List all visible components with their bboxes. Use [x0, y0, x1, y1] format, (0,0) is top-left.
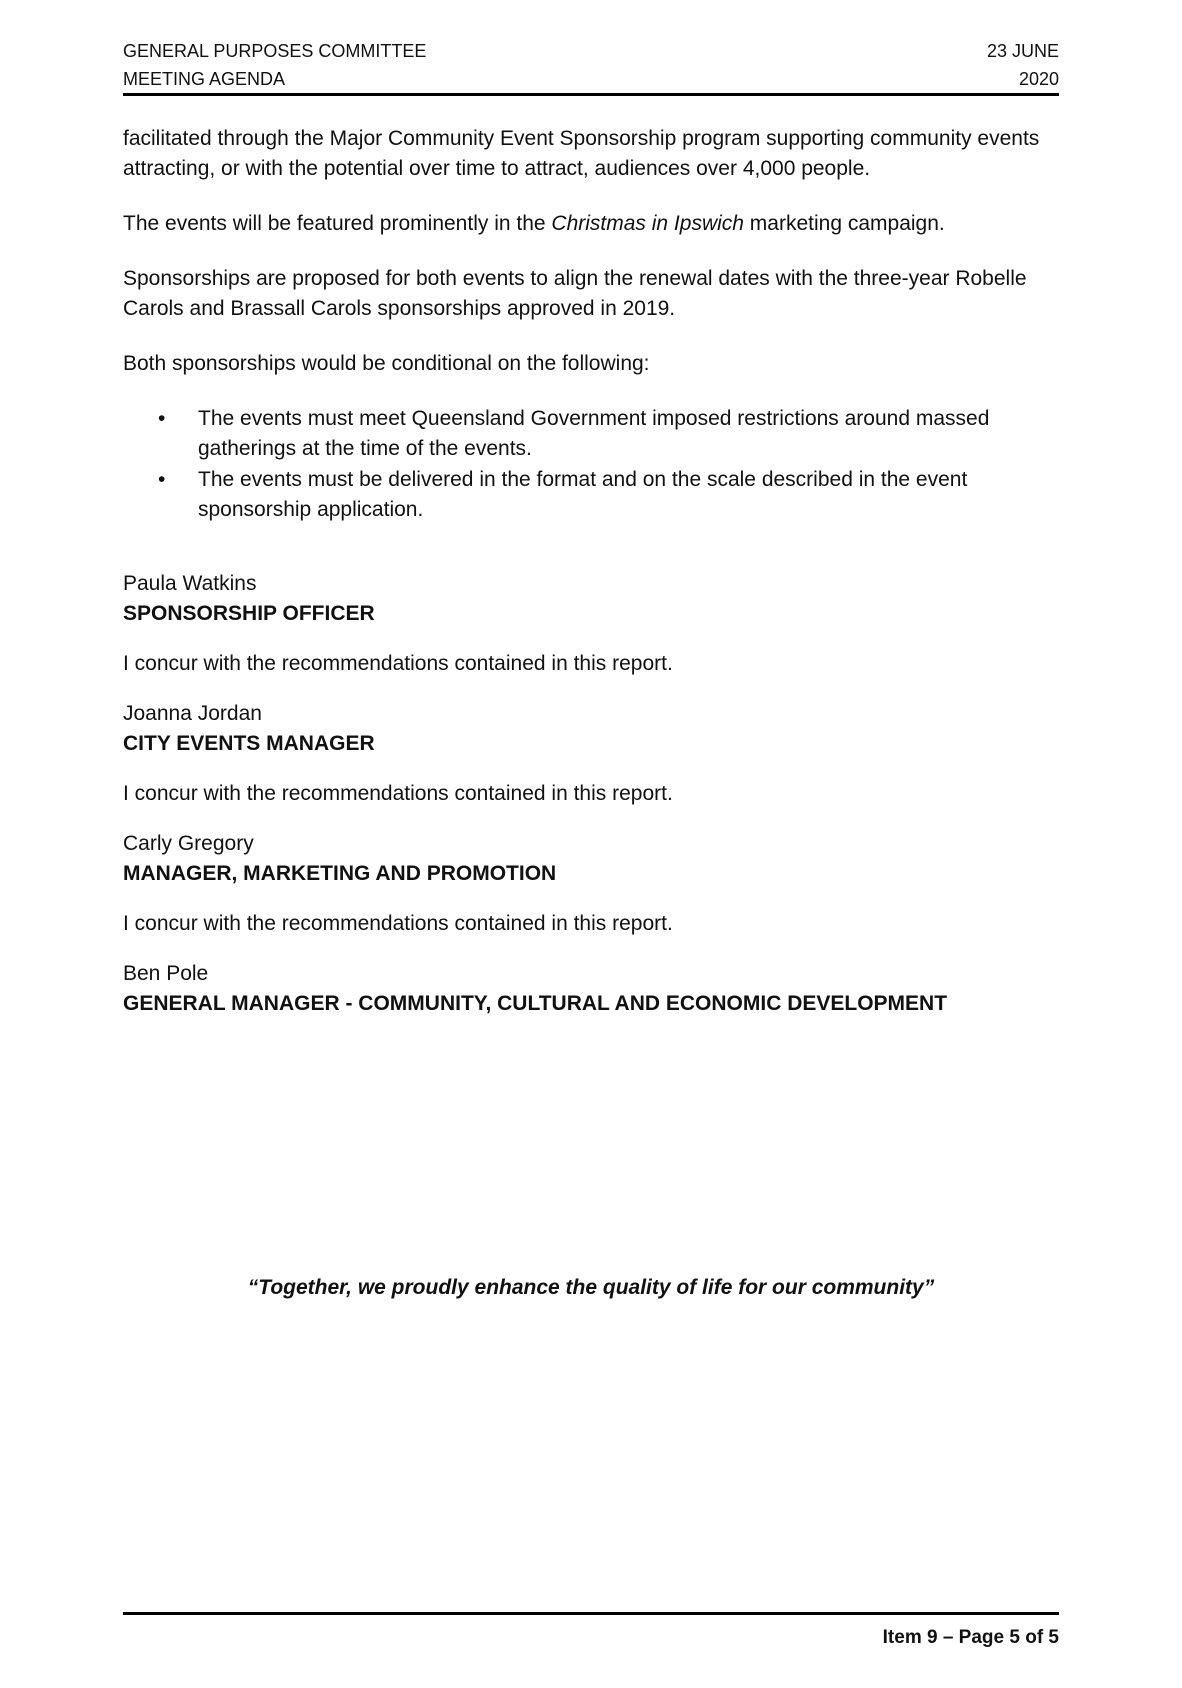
report-body: [123, 124, 1059, 526]
concurrence-statement: I concur with the recommendations contained in this report.: [123, 652, 673, 675]
bullet-icon: •: [158, 468, 166, 491]
signatory-block: [123, 699, 1059, 759]
concurrence-statement: I concur with the recommendations contained in this report.: [123, 782, 673, 805]
condition-text: The events must meet Queensland Government imposed restrictions around massed gatherings at the time of the events.: [198, 407, 990, 460]
signatory-name: Joanna Jordan: [123, 702, 262, 725]
signatory-name: Carly Gregory: [123, 832, 254, 855]
signatory-title: SPONSORSHIP OFFICER: [123, 602, 375, 625]
campaign-name: Christmas in Ipswich: [551, 212, 744, 235]
signatory-block: [123, 959, 1059, 1019]
council-motto: “Together, we proudly enhance the quality of life for our community”: [247, 1276, 935, 1299]
condition-text: The events must be delivered in the format and on the scale described in the event sponsorship application.: [198, 468, 968, 521]
paragraph-marketing-text-after: marketing campaign.: [743, 212, 945, 235]
signatory-title: CITY EVENTS MANAGER: [123, 732, 375, 755]
header-date-year: 2020: [1018, 69, 1059, 89]
paragraph-conditions-intro: Both sponsorships would be conditional on the following:: [123, 352, 650, 375]
paragraph-renewal-dates: Sponsorships are proposed for both events to align the renewal dates with the three-year Robelle Carols and Brassall Carols sponsorships approved in 2019.: [123, 267, 1027, 320]
footer-divider: [123, 1612, 1059, 1615]
header-agenda-label: MEETING AGENDA: [123, 69, 286, 89]
signatory-name: Ben Pole: [123, 962, 209, 985]
conditions-list: [123, 404, 1059, 525]
paragraph-sponsorship-program: facilitated through the Major Community Event Sponsorship program supporting community events attracting, or with the potential over time to attract, audiences over 4,000 people.: [123, 127, 1040, 180]
paragraph-marketing-text-before: The events will be featured prominently in the: [123, 212, 552, 235]
header-date: [987, 37, 1059, 93]
concurrence-statement: I concur with the recommendations contained in this report.: [123, 912, 673, 935]
page-header: [123, 37, 1059, 93]
header-divider: [123, 93, 1059, 96]
list-item: [123, 465, 1059, 525]
signatory-title: GENERAL MANAGER - COMMUNITY, CULTURAL AND ECONOMIC DEVELOPMENT: [123, 992, 948, 1015]
signatory-block: [123, 569, 1059, 629]
signatory-title: MANAGER, MARKETING AND PROMOTION: [123, 862, 557, 885]
paragraph-marketing-campaign: [123, 209, 1059, 239]
bullet-icon: •: [158, 407, 166, 430]
list-item: [123, 404, 1059, 464]
header-committee-name: GENERAL PURPOSES COMMITTEE: [123, 41, 427, 61]
page-number: Item 9 – Page 5 of 5: [882, 1627, 1059, 1648]
header-date-day-month: 23 JUNE: [986, 41, 1059, 61]
signatory-block: [123, 829, 1059, 889]
signatory-name: Paula Watkins: [123, 572, 257, 595]
header-committee: [123, 37, 426, 93]
